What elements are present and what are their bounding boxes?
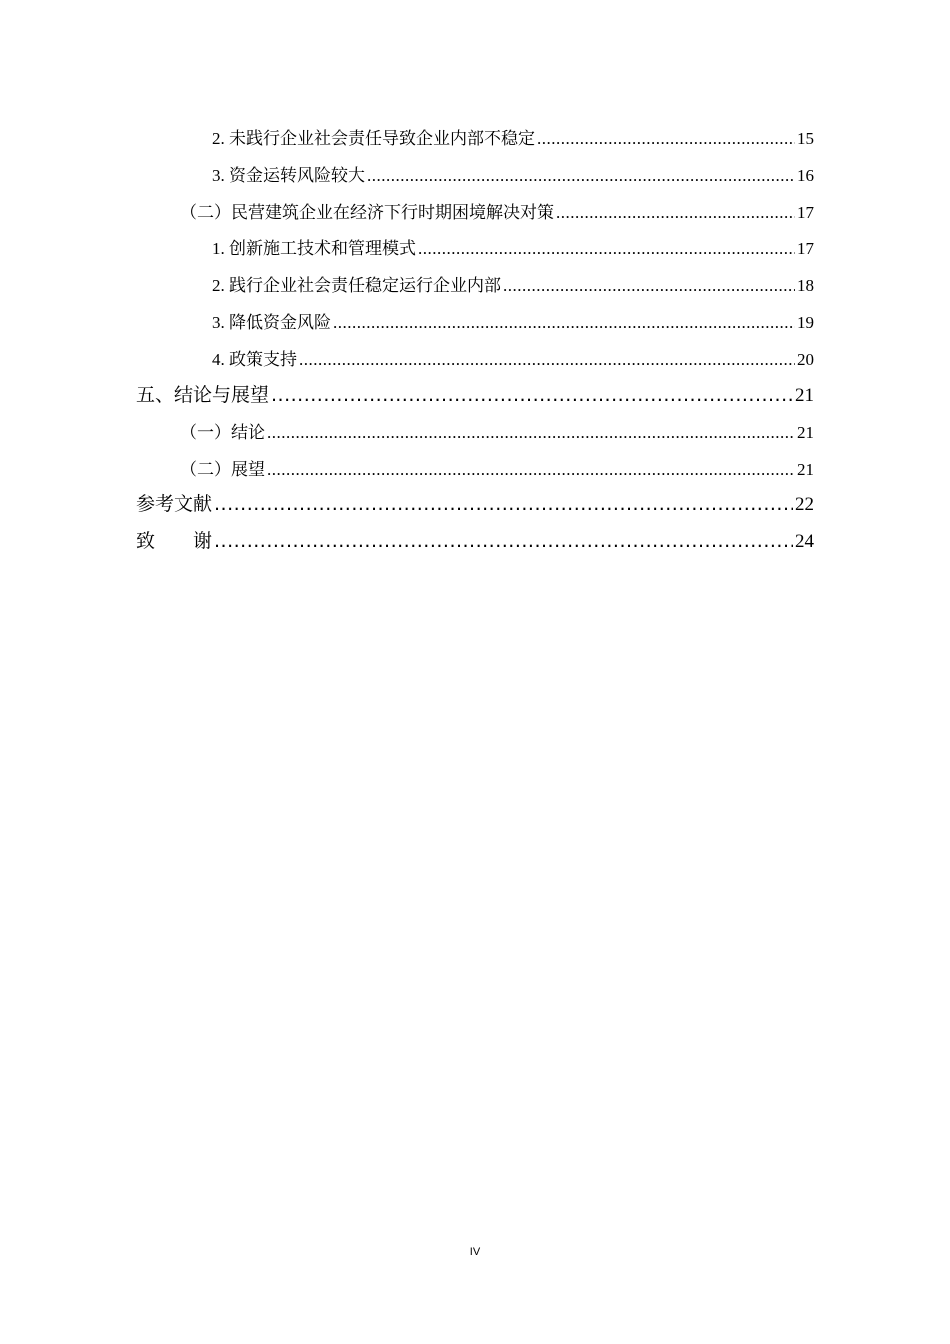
dot-leader (503, 276, 795, 296)
toc-entry-page: 16 (797, 166, 814, 185)
toc-entry-label: 五、结论与展望 (136, 384, 270, 406)
toc-entry-page: 18 (797, 276, 814, 295)
toc-entry-page: 17 (797, 239, 814, 258)
toc-entry-label: 参考文献 (136, 493, 213, 515)
toc-entry-page: 22 (795, 494, 814, 515)
toc-entry-label: （一）结论 (180, 423, 265, 442)
dot-leader (267, 423, 795, 443)
toc-entry-page: 19 (797, 313, 814, 332)
toc-entry[interactable] (180, 455, 814, 480)
dot-leader (537, 129, 795, 149)
toc-entry-page: 21 (797, 460, 814, 479)
toc-entry-page: 17 (797, 203, 814, 222)
toc-entry-page: 20 (797, 350, 814, 369)
toc-entry-label: 3. 资金运转风险较大 (212, 166, 365, 185)
toc-entry-page: 21 (795, 385, 814, 406)
dot-leader (367, 166, 795, 186)
toc-entry[interactable] (212, 234, 814, 259)
dot-leader (267, 460, 795, 480)
toc-entry-label: （二）展望 (180, 460, 265, 479)
toc-entry-label: 致 谢 (136, 530, 213, 552)
toc-entry[interactable] (212, 161, 814, 186)
toc-entry-label: （二）民营建筑企业在经济下行时期困境解决对策 (180, 203, 554, 222)
toc-entry[interactable] (212, 345, 814, 370)
toc-entry[interactable] (136, 380, 814, 407)
toc-entry[interactable] (212, 308, 814, 333)
dot-leader (556, 203, 795, 223)
toc-entry[interactable] (136, 489, 814, 516)
toc-entry-label: 4. 政策支持 (212, 350, 297, 369)
toc-entry[interactable] (180, 198, 814, 223)
dot-leader (214, 530, 793, 552)
dot-leader (271, 384, 793, 406)
toc-entry[interactable] (180, 418, 814, 443)
dot-leader (214, 493, 793, 515)
toc-entry-label: 2. 未践行企业社会责任导致企业内部不稳定 (212, 129, 535, 148)
toc-entry[interactable] (136, 526, 814, 553)
toc-entry-label: 2. 践行企业社会责任稳定运行企业内部 (212, 276, 501, 295)
toc-entry-label: 3. 降低资金风险 (212, 313, 331, 332)
toc-entry[interactable] (212, 124, 814, 149)
toc-entry-page: 24 (795, 531, 814, 552)
toc-entry-page: 15 (797, 129, 814, 148)
dot-leader (418, 239, 795, 259)
page-number: IV (469, 1246, 481, 1258)
toc-entry-label: 1. 创新施工技术和管理模式 (212, 239, 416, 258)
dot-leader (333, 313, 795, 333)
toc-entry[interactable] (212, 271, 814, 296)
toc-entry-page: 21 (797, 423, 814, 442)
dot-leader (299, 350, 795, 370)
